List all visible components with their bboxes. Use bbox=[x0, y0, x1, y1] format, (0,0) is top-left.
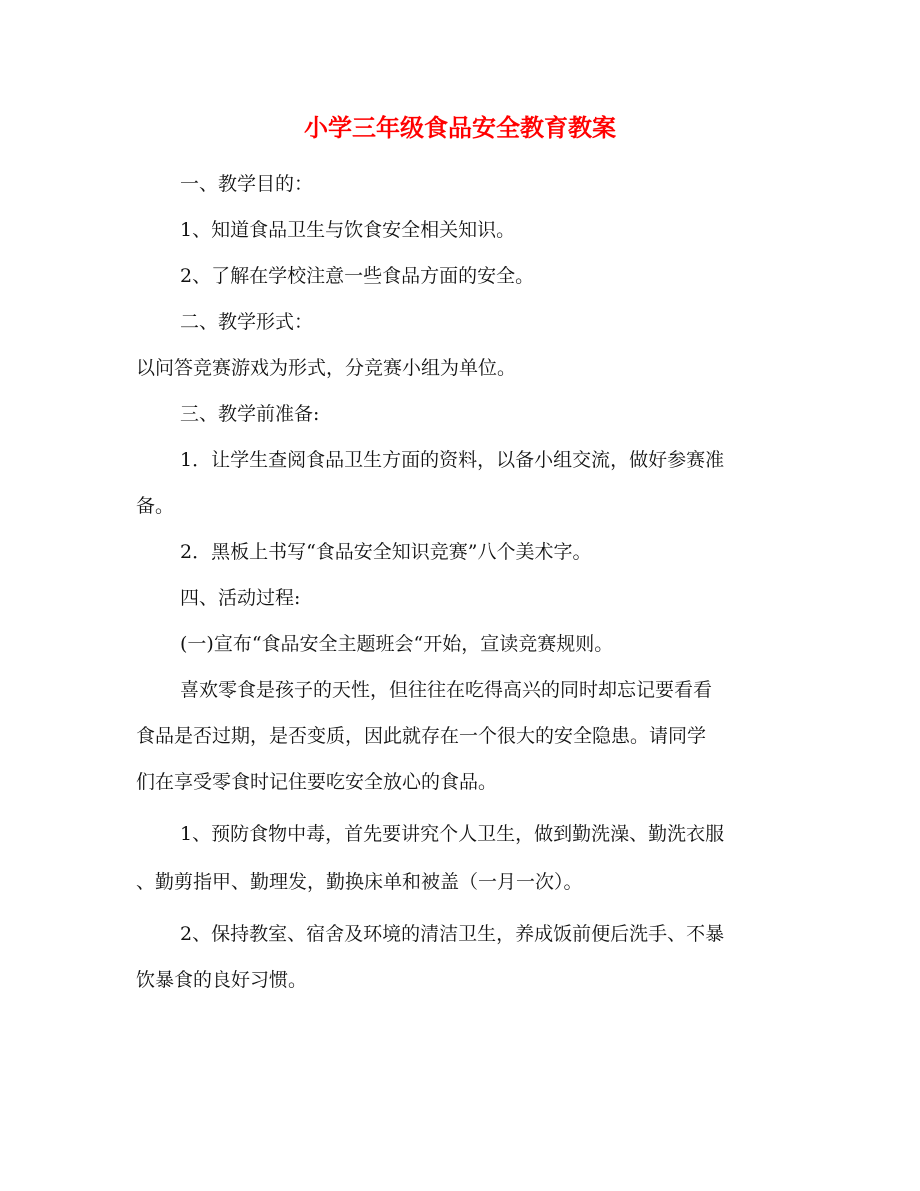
paragraph-line: 1．让学生查阅食品卫生方面的资料，以备小组交流，做好参赛准 bbox=[180, 449, 725, 471]
paragraph-line: 以问答竞赛游戏为形式，分竞赛小组为单位。 bbox=[136, 357, 517, 379]
section-heading-activity: 四、活动过程: bbox=[180, 587, 301, 609]
paragraph-line: 1、预防食物中毒，首先要讲究个人卫生，做到勤洗澡、勤洗衣服 bbox=[180, 823, 725, 845]
paragraph-line: 2．黑板上书写“食品安全知识竞赛”八个美术字。 bbox=[180, 541, 592, 563]
section-heading-preparation: 三、教学前准备: bbox=[180, 403, 320, 425]
section-heading-form: 二、教学形式： bbox=[180, 311, 314, 333]
paragraph-line: 食品是否过期，是否变质，因此就存在一个很大的安全隐患。请同学 bbox=[136, 725, 707, 747]
section-heading-goals: 一、教学目的： bbox=[180, 173, 314, 195]
paragraph-line: 2、保持教室、宿舍及环境的清洁卫生，养成饭前便后洗手、不暴 bbox=[180, 923, 725, 945]
paragraph-line: 们在享受零食时记住要吃安全放心的食品。 bbox=[136, 771, 498, 793]
paragraph-line: 喜欢零食是孩子的天性，但往往在吃得高兴的同时却忘记要看看 bbox=[180, 679, 713, 701]
paragraph-line: 2、了解在学校注意一些食品方面的安全。 bbox=[180, 265, 535, 287]
document-title: 小学三年级食品安全教育教案 bbox=[304, 113, 616, 142]
paragraph-line: 备。 bbox=[136, 495, 175, 517]
paragraph-line: 、勤剪指甲、勤理发，勤换床单和被盖（一月一次）。 bbox=[136, 871, 583, 893]
paragraph-line: 1、知道食品卫生与饮食安全相关知识。 bbox=[180, 219, 516, 241]
paragraph-line: (一)宣布“食品安全主题班会“开始，宣读竞赛规则。 bbox=[180, 633, 614, 655]
paragraph-line: 饮暴食的良好习惯。 bbox=[136, 969, 308, 991]
